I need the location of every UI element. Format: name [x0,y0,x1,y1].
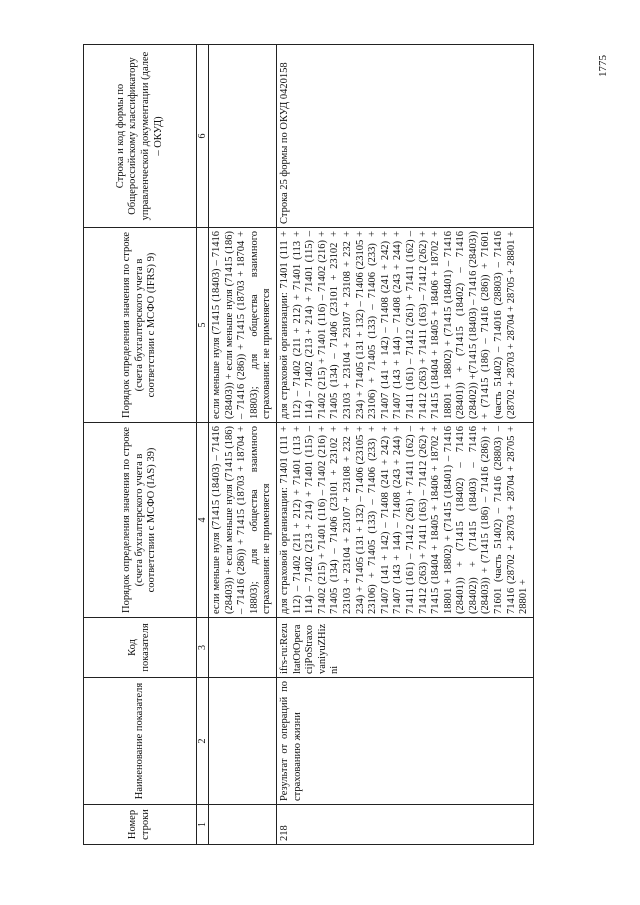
col-number-1: 1 [197,805,209,845]
okud-reference: Строка 25 формы по ОКУД 0420158 [276,45,533,228]
indicator-name: Результат от операций по страхованию жизни [276,678,533,805]
continuation-cell-6 [209,45,277,228]
header-row-number: Номер строки [84,805,197,845]
col-number-3: 3 [197,618,209,678]
continuation-cell-1 [209,805,277,845]
header-indicator-code: Код показателя [84,618,197,678]
col-number-5: 5 [197,228,209,423]
continuation-cell-2 [209,678,277,805]
col-number-6: 6 [197,45,209,228]
continuation-cell-3 [209,618,277,678]
col-number-4: 4 [197,423,209,618]
header-okud: Строка и код формы по Общероссийскому классификатору управленческой документации (далее – ОКУД) [84,45,197,228]
rotated-table-wrapper [83,45,578,845]
column-number-row [197,45,209,845]
header-row [84,45,197,845]
ias39-rule-text: для страховой организации: 71401 (111 + 112) – 71402 (211 + 212) + 71401 (113 + 114) – 71402 (213 + 214) + 71401 (115) – 71402 (215) + 71401 (116) – 71402 (216) + 71405 (134) – 71406 (23101 + 23102 + 23103 + 23104 + 23107 + 23108 + 232 + 234) + 71405 (131 + 132) – 71406 (23105 + 23106) + 71405 (133) – 71406 (233) + 71407 (141 + 142) – 71408 (241 + 242) + 71407 (143 + 144) – 71408 (243 + 244) + 71411 (161) – 71412 (261) + 71411 (162) – 71412 (263) + 71411 (163) – 71412 (262) + 71415 (18404 + 18405 + 18406 + 18702 + 18801 + 18802) + (71415 (18401) – 71416 (28401)) + (71415 (18402) – 71416 (28402)) + (71415 (18403) – 71416 (28403)) + (71415 (186) – 71416 (286)) + 71601 (часть 51402) – 71416 (28803) – 71416 (28702 + 28703 + 28704 + 28705 + 28801 + [276,423,533,618]
header-ifrs9-rule: Порядок определения значения по строке (счета бухгалтерского учета в соответствии с МСФО (IFRS) 9) [84,228,197,423]
indicator-code: ifrs-ru:RezultatOtOperacijPoStraxovaniyuZHizni [276,618,533,678]
ifrs9-rule-text: для страховой организации: 71401 (111 + 112) – 71402 (211 + 212) + 71401 (113 + 114) – 71402 (213 + 214) + 71401 (115) – 71402 (215) + 71401 (116) – 71402 (216) + 71405 (134) – 71406 (23101 + 23102 + 23103 + 23104 + 23107 + 23108 + 232 + 234) + 71405 (131 + 132) – 71406 (23105 + 23106) + 71405 (133) – 71406 (233) + 71407 (141 + 142) – 71408 (241 + 242) + 71407 (143 + 144) – 71408 (243 + 244) + 71411 (161) – 71412 (261) + 71411 (162) – 71412 (263) + 71411 (163) – 71412 (262) + 71415 (18404 + 18405 + 18406 + 18702 + 18801 + 18802) + (71415 (18401) – 71416 (28401)) + (71415 (18402) – 71416 (28402)) +(71415 (18403) – 71416 (28403)) + (71415 (186) – 71416 (286)) + 71601 (часть 51402) – 714016 (28803) – 71416 (28702 + 28703 + 28704 + 28705 + 28801 + [276,228,533,423]
row-number: 218 [276,805,533,845]
indicator-table [83,44,534,845]
continuation-ifrs9-text: если меньше нуля (71415 (18403) – 71416 (28403)) + если меньше нуля (71415 (186) – 71416 (286)) + 71415 (18703 + 18704 + 18803); для общества взаимного страхования: не применяется [209,228,277,423]
continuation-row [209,45,277,845]
header-indicator-name: Наименование показателя [84,678,197,805]
col-number-2: 2 [197,678,209,805]
continuation-ias39-text: если меньше нуля (71415 (18403) – 71416 (28403)) + если меньше нуля (71415 (186) – 71416 (286)) + 71415 (18703 + 18704 + 18803); для общества взаимного страхования: не применяется [209,423,277,618]
table-row [276,45,533,845]
header-ias39-rule: Порядок определения значения по строке (счета бухгалтерского учета в соответствии с МСФО (IAS) 39) [84,423,197,618]
page-number: 1775 [597,55,609,77]
